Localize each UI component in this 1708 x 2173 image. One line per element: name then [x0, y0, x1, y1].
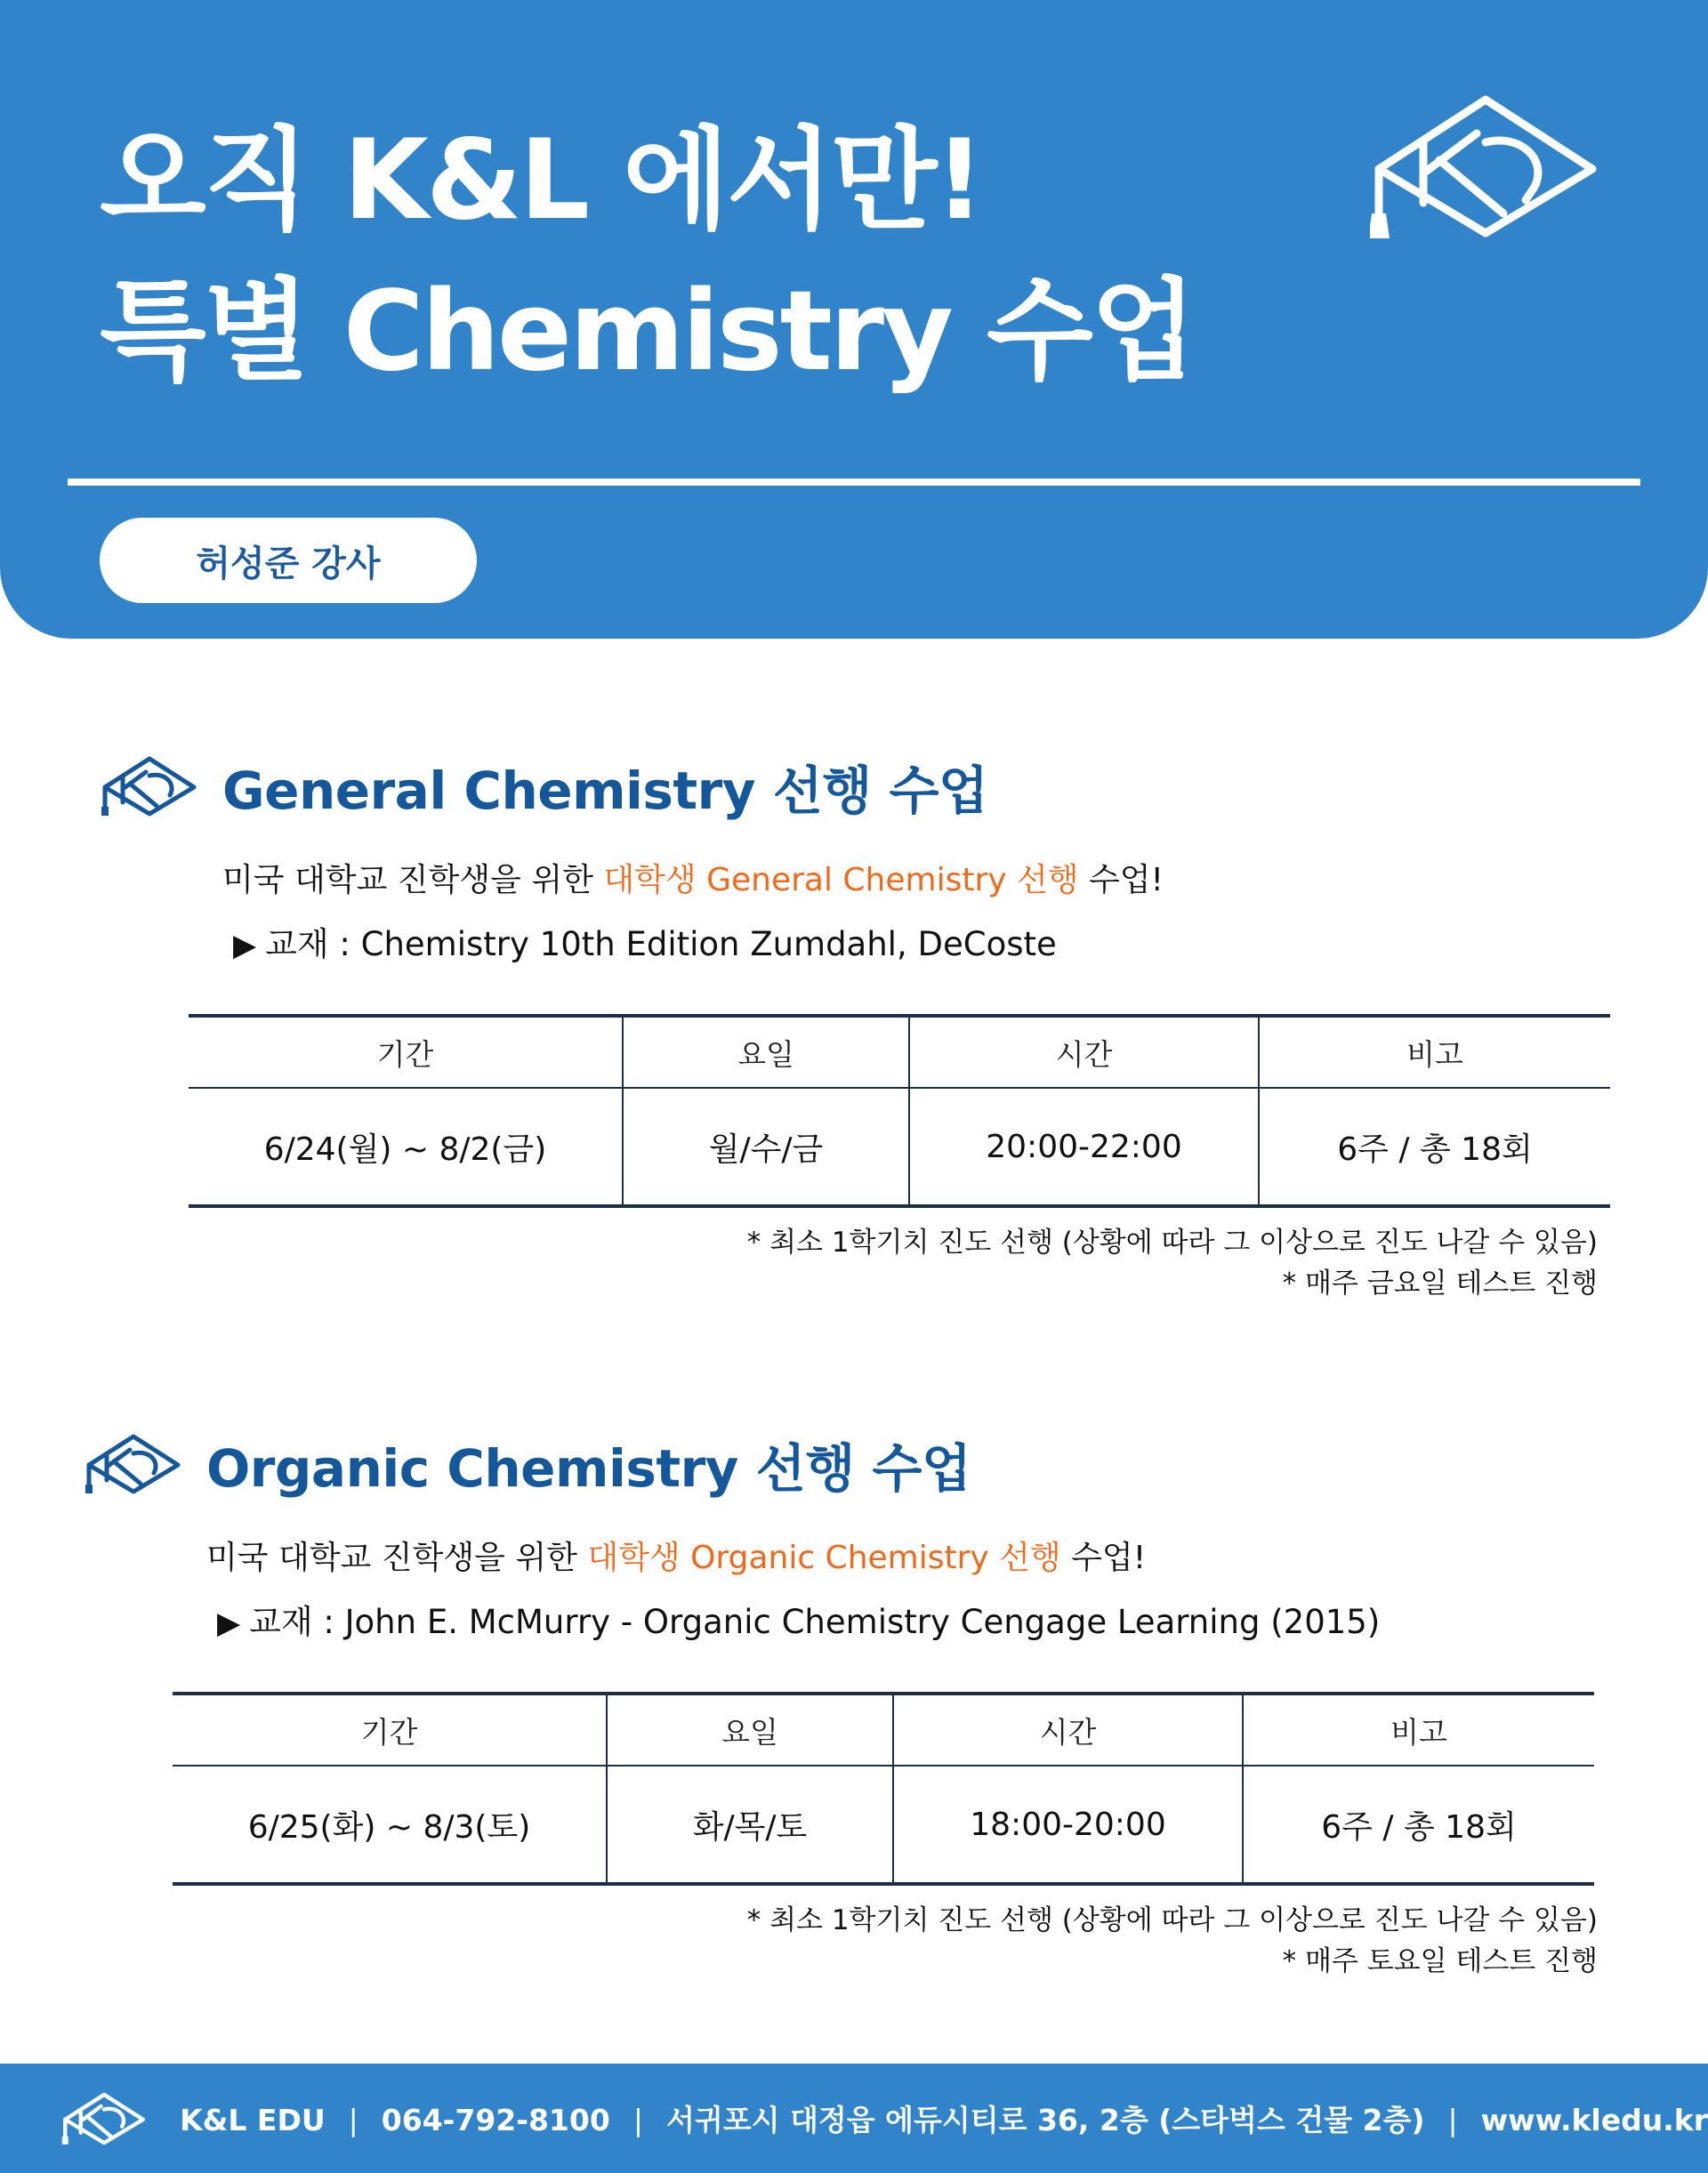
section-notes	[747, 1900, 1598, 1982]
section-general-header	[100, 749, 988, 824]
note-line: * 최소 1학기치 진도 선행 (상황에 따라 그 이상으로 진도 나갈 수 있음)	[746, 1227, 1598, 1259]
header-time: 시간	[893, 1694, 1243, 1766]
kl-logo-icon	[100, 753, 199, 819]
table-header-row	[189, 1016, 1610, 1088]
kl-logo-icon	[84, 1431, 183, 1497]
table-header-row	[173, 1694, 1594, 1766]
textbook-info	[233, 917, 1057, 965]
cell-days: 화/목/토	[607, 1766, 893, 1884]
schedule-table	[189, 1014, 1610, 1208]
note-line: * 최소 1학기치 진도 선행 (상황에 따라 그 이상으로 진도 나갈 수 있음)	[746, 1904, 1598, 1936]
table-row	[173, 1766, 1594, 1884]
hero-banner	[0, 0, 1708, 639]
footer-bar	[0, 2064, 1708, 2173]
hero-divider	[68, 479, 1640, 486]
section-description	[206, 1530, 1146, 1587]
header-days: 요일	[623, 1016, 909, 1088]
section-notes	[747, 1222, 1598, 1304]
section-description	[222, 852, 1164, 909]
cell-note: 6주 / 총 18회	[1259, 1088, 1610, 1206]
kl-graduation-cap-logo-icon	[1370, 89, 1601, 245]
section-organic-header	[84, 1427, 971, 1501]
header-note: 비고	[1243, 1694, 1594, 1766]
description-text: 미국 대학교 진학생을 위한	[206, 1540, 588, 1576]
textbook-text: 교재 : Chemistry 10th Edition Zumdahl, DeCoste	[265, 925, 1057, 963]
description-highlight: 대학생 General Chemistry 선행	[603, 862, 1079, 898]
description-text-end: 수업!	[1078, 862, 1164, 898]
hero-title-line1: 오직 K&L 에서만!	[100, 117, 983, 245]
textbook-info	[217, 1595, 1380, 1643]
description-text: 미국 대학교 진학생을 위한	[222, 862, 604, 898]
hero-title	[100, 105, 1195, 407]
footer-separator: |	[632, 2103, 643, 2137]
triangle-bullet-icon: ▶	[217, 1606, 241, 1641]
header-period: 기간	[173, 1694, 607, 1766]
footer-address: 서귀포시 대정읍 에듀시티로 36, 2층 (스타벅스 건물 2층)	[665, 2103, 1425, 2137]
description-text-end: 수업!	[1060, 1540, 1147, 1576]
note-line: * 매주 토요일 테스트 진행	[1282, 1945, 1598, 1977]
header-time: 시간	[909, 1016, 1259, 1088]
header-note: 비고	[1259, 1016, 1610, 1088]
cell-note: 6주 / 총 18회	[1243, 1766, 1594, 1884]
cell-period: 6/24(월) ~ 8/2(금)	[263, 1131, 547, 1168]
description-highlight: 대학생 Organic Chemistry 선행	[587, 1540, 1061, 1576]
triangle-bullet-icon: ▶	[233, 928, 257, 963]
cell-time: 20:00-22:00	[909, 1088, 1259, 1206]
section-title: General Chemistry 선행 수업	[222, 761, 988, 821]
cell-days: 월/수/금	[623, 1088, 909, 1206]
kl-logo-icon	[60, 2083, 148, 2154]
footer-separator: |	[1447, 2103, 1458, 2137]
cell-time: 18:00-20:00	[893, 1766, 1243, 1884]
footer-separator: |	[348, 2103, 359, 2137]
header-days: 요일	[607, 1694, 893, 1766]
section-title: Organic Chemistry 선행 수업	[206, 1438, 971, 1499]
cell-period: 6/25(화) ~ 8/3(토)	[247, 1808, 531, 1846]
textbook-text: 교재 : John E. McMurry - Organic Chemistry Cengage Learning (2015)	[249, 1603, 1381, 1641]
footer-website: www.kledu.kr	[1480, 2103, 1708, 2137]
footer-phone: 064-792-8100	[381, 2103, 610, 2137]
footer-contact	[180, 2097, 1708, 2139]
note-line: * 매주 금요일 테스트 진행	[1282, 1268, 1598, 1300]
hero-title-line2: 특별 Chemistry 수업	[100, 268, 1195, 396]
table-row	[189, 1088, 1610, 1206]
footer-brand: K&L EDU	[180, 2103, 326, 2137]
instructor-badge: 허성준 강사	[100, 518, 477, 603]
schedule-table	[173, 1692, 1594, 1886]
header-period: 기간	[189, 1016, 623, 1088]
